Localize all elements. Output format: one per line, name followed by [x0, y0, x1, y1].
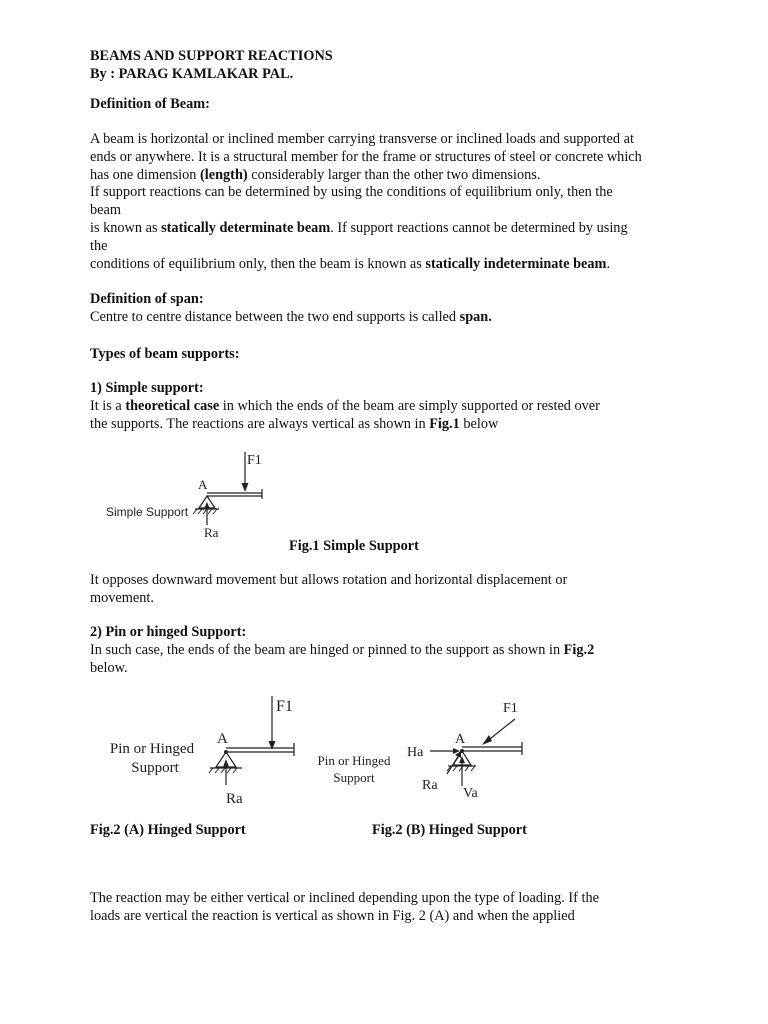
label-pin-support: Pin or Hinged — [109, 741, 195, 757]
label-ra: Ra — [226, 791, 243, 807]
label-f1: F1 — [503, 701, 518, 716]
pin-support-line: In such case, the ends of the beam are hinged or pinned to the support as shown in Fig.2 — [90, 642, 595, 658]
label-pin-support: Pin or Hinged — [317, 753, 391, 768]
fig1-diagram — [95, 447, 275, 547]
beam-p2-line: is known as statically determinate beam. If support reactions cannot be determined by using — [90, 220, 628, 236]
simple-support-heading: 1) Simple support: — [90, 380, 204, 396]
span-heading: Definition of span: — [90, 291, 204, 307]
simple-after-line: movement. — [90, 590, 154, 606]
span-definition: Centre to centre distance between the two end supports is called span. — [90, 309, 492, 325]
beam-p1-line: A beam is horizontal or inclined member carrying transverse or inclined loads and supported at — [90, 131, 634, 147]
beam-p1-line: has one dimension (length) considerably larger than the other two dimensions. — [90, 167, 541, 183]
beam-p2-line: the — [90, 238, 108, 254]
simple-support-line: It is a theoretical case in which the ends of the beam are simply supported or rested over — [90, 398, 600, 414]
label-va: Va — [463, 786, 478, 801]
simple-after-line: It opposes downward movement but allows rotation and horizontal displacement or — [90, 572, 568, 588]
label-ra: Ra — [204, 525, 219, 540]
reaction-arrowhead — [204, 502, 210, 509]
label-f1: F1 — [276, 698, 293, 715]
label-pin-support: Support — [333, 770, 375, 785]
reaction-arrowhead — [223, 759, 229, 767]
label-a: A — [217, 731, 228, 747]
beam-heading: Definition of Beam: — [90, 96, 210, 112]
reaction-line: loads are vertical the reaction is vertical as shown in Fig. 2 (A) and when the applied — [90, 908, 575, 924]
fig2b-caption: Fig.2 (B) Hinged Support — [372, 822, 527, 838]
pin-support-line: below. — [90, 660, 128, 676]
fig2b-diagram — [310, 692, 545, 807]
load-arrowhead — [242, 483, 249, 492]
reaction-line: The reaction may be either vertical or inclined depending upon the type of loading. If the — [90, 890, 599, 906]
load-arrowhead — [269, 741, 276, 750]
beam-p2-line: beam — [90, 202, 121, 218]
ground-hatch — [193, 509, 217, 514]
ground-hatch — [209, 768, 237, 773]
beam-p2-line: conditions of equilibrium only, then the beam is known as statically indeterminate beam. — [90, 256, 611, 272]
types-heading: Types of beam supports: — [90, 346, 240, 362]
label-f1: F1 — [247, 453, 262, 468]
label-pin-support: Support — [131, 760, 179, 776]
fig1-caption: Fig.1 Simple Support — [289, 538, 419, 554]
beam-p1-line: ends or anywhere. It is a structural member for the frame or structures of steel or concrete which — [90, 149, 642, 165]
doc-title: BEAMS AND SUPPORT REACTIONS — [90, 48, 333, 64]
hinge-pin — [224, 750, 228, 754]
fig2a-diagram — [104, 690, 300, 810]
inclined-load-arrowhead — [482, 735, 492, 745]
label-ra: Ra — [422, 778, 438, 793]
label-a: A — [198, 477, 208, 492]
label-ha: Ha — [407, 745, 424, 760]
label-a: A — [455, 732, 466, 747]
label-simple-support: Simple Support — [106, 505, 189, 519]
beam-p2-line: If support reactions can be determined by using the conditions of equilibrium only, then the — [90, 184, 613, 200]
fig2a-caption: Fig.2 (A) Hinged Support — [90, 822, 246, 838]
simple-support-line: the supports. The reactions are always vertical as shown in Fig.1 below — [90, 416, 499, 432]
doc-author: By : PARAG KAMLAKAR PAL. — [90, 66, 294, 82]
pin-support-heading: 2) Pin or hinged Support: — [90, 624, 247, 640]
